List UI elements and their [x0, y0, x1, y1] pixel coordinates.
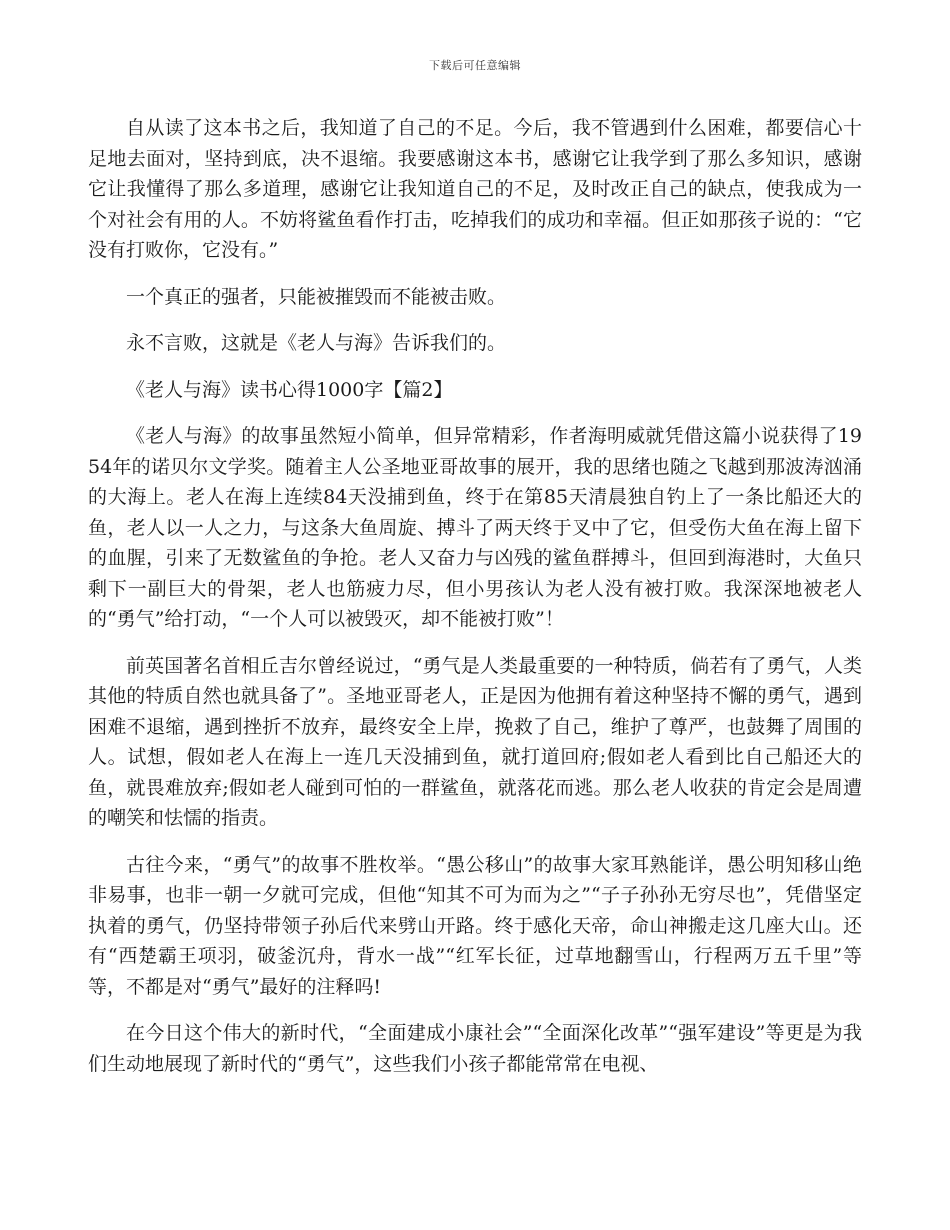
document-body [88, 113, 862, 1095]
paragraph-never-give-up: 永不言败，这就是《老人与海》告诉我们的。 [126, 332, 507, 354]
paragraph-churchill-quote: 前英国著名首相丘吉尔曾经说过，“勇气是人类最重要的一种特质，倘若有了勇气，人类其他的特质自然也就具备了”。圣地亚哥老人，正是因为他拥有着这种坚持不懈的勇气，遇到困难不退缩，遇到挫折不放弃，最终安全上岸，挽救了自己，维护了尊严，也鼓舞了周围的人。试想，假如老人在海上一连几天没捕到鱼，就打道回府;假如老人看到比自己船还大的鱼，就畏难放弃;假如老人碰到可怕的一群鲨鱼，就落花而逃。那么老人收获的肯定会是周遭的嘲笑和怯懦的指责。 [88, 654, 862, 829]
paragraph-story-summary: 《老人与海》的故事虽然短小简单，但异常精彩，作者海明威就凭借这篇小说获得了1954年的诺贝尔文学奖。随着主人公圣地亚哥故事的展开，我的思绪也随之飞越到那波涛汹涌的大海上。老人在海上连续84天没捕到鱼，终于在第85天清晨独自钓上了一条比船还大的鱼，老人以一人之力，与这条大鱼周旋、搏斗了两天终于叉中了它，但受伤大鱼在海上留下的血腥，引来了无数鲨鱼的争抢。老人又奋力与凶残的鲨鱼群搏斗，但回到海港时，大鱼只剩下一副巨大的骨架，老人也筋疲力尽，但小男孩认为老人没有被打败。我深深地被老人的“勇气”给打动，“一个人可以被毁灭，却不能被打败”！ [88, 425, 862, 630]
page-header-note: 下载后可任意编辑 [429, 59, 521, 72]
paragraph-courage-stories: 古往今来，“勇气”的故事不胜枚举。“愚公移山”的故事大家耳熟能详，愚公明知移山绝非易事，也非一朝一夕就可完成，但他“知其不可为而为之”“子子孙孙无穷尽也”，凭借坚定执着的勇气，仍坚持带领子孙后代来劈山开路。终于感化天帝，命山神搬走这几座大山。还有“西楚霸王项羽，破釜沉舟，背水一战”“红军长征，过草地翻雪山，行程两万五千里”等等，不都是对“勇气”最好的注释吗! [88, 853, 862, 998]
paragraph-conclusion: 自从读了这本书之后，我知道了自己的不足。今后，我不管遇到什么困难，都要信心十足地去面对，坚持到底，决不退缩。我要感谢这本书，感谢它让我学到了那么多知识，感谢它让我懂得了那么多道理，感谢它让我知道自己的不足，及时改正自己的缺点，使我成为一个对社会有用的人。不妨将鲨鱼看作打击，吃掉我们的成功和幸福。但正如那孩子说的：“它没有打败你，它没有。” [88, 117, 862, 261]
paragraph-new-era: 在今日这个伟大的新时代，“全面建成小康社会”“全面深化改革”“强军建设”等更是为我们生动地展现了新时代的“勇气”，这些我们小孩子都能常常在电视、 [88, 1022, 862, 1075]
paragraph-strong-person: 一个真正的强者，只能被摧毁而不能被击败。 [126, 285, 507, 308]
section-heading-part2: 《老人与海》读书心得1000字【篇2】 [126, 378, 453, 401]
